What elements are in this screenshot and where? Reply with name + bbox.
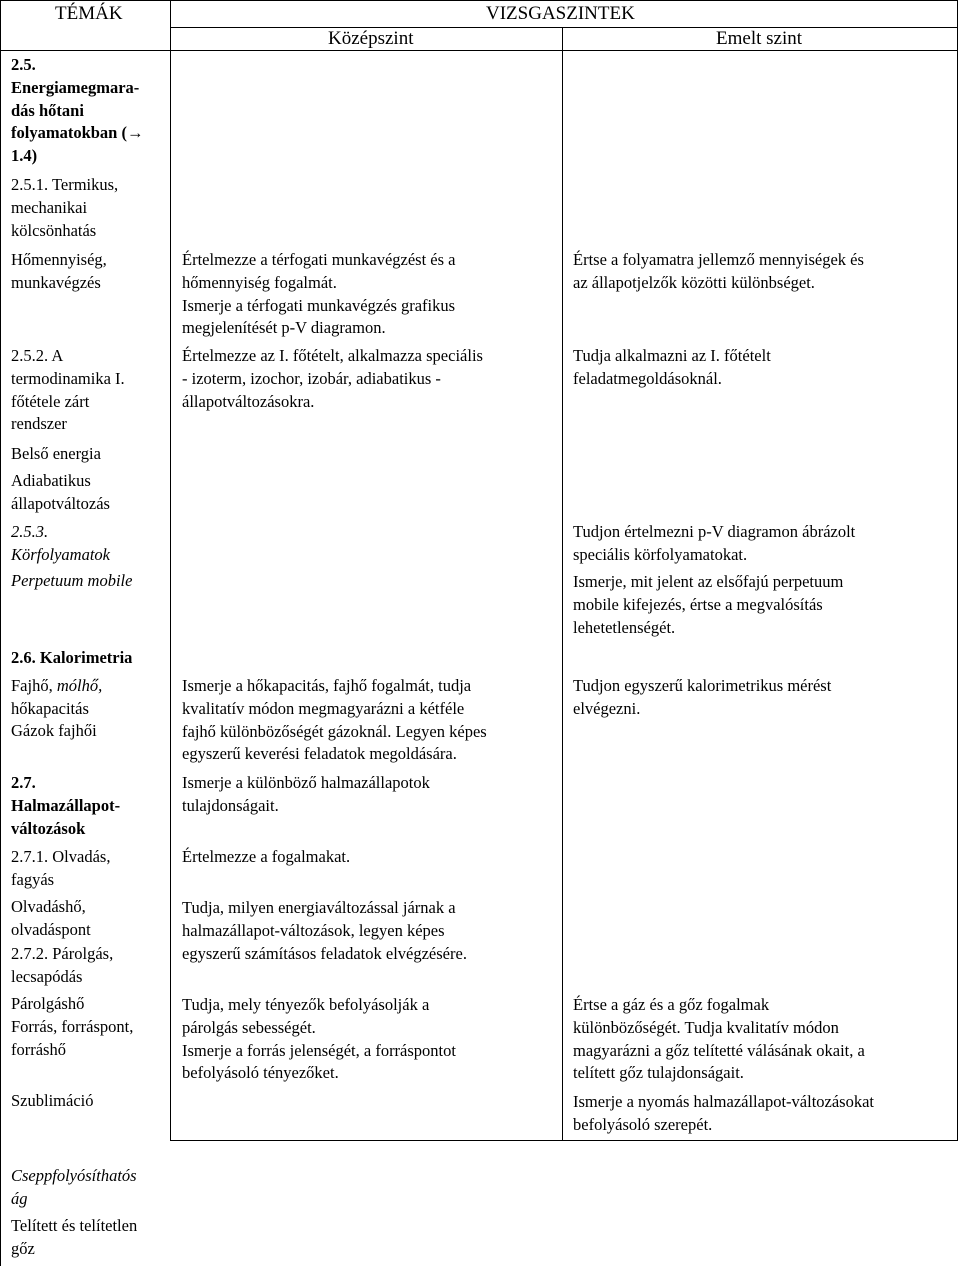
topic-gazok-fajhoi: Gázok fajhői bbox=[11, 721, 97, 740]
column-divider-topics bbox=[170, 0, 171, 1140]
header-mid-level: Középszint bbox=[328, 28, 414, 49]
topic-forras: Forrás, forráspont, forráshő bbox=[11, 1017, 134, 1059]
topic-2-6: 2.6. Kalorimetria bbox=[11, 648, 133, 667]
topic-szublimacio: Szublimáció bbox=[11, 1091, 94, 1110]
table-border-top bbox=[0, 0, 958, 1]
topic-perpetuum: Perpetuum mobile bbox=[11, 571, 133, 590]
mid-munkavegzes: Értelmezze a térfogati munkavégzést és a hőmennyiség fogalmát. Ismerje a térfogati munkavégzés grafikus megjelenítését p-V diagramon. bbox=[182, 250, 456, 338]
table-border-left bbox=[0, 0, 1, 1266]
mid-fotetel: Értelmezze az I. főtételt, alkalmazza speciális - izoterm, izochor, izobár, adiabatikus - állapotváltozásokra. bbox=[182, 346, 483, 411]
topic-fajho: Fajhő, mólhő, hőkapacitás bbox=[11, 676, 103, 718]
topic-olvadasho: Olvadáshő, olvadáspont bbox=[11, 897, 91, 939]
column-divider-levels bbox=[562, 27, 563, 1140]
adv-nyomas: Ismerje a nyomás halmazállapot-változásokat befolyásoló szerepét. bbox=[573, 1092, 875, 1134]
topic-2-7-2: 2.7.2. Párolgás, lecsapódás bbox=[11, 944, 114, 986]
adv-mennyisegek: Értse a folyamatra jellemző mennyiségek és az állapotjelzők közötti különbséget. bbox=[573, 250, 864, 292]
adv-perpetuum: Ismerje, mit jelent az elsőfajú perpetuum mobile kifejezés, értse a megvalósítás lehetetlenségét. bbox=[573, 572, 844, 637]
topic-2-5: 2.5. Energiamegmara- dás hőtani folyamatokban (→ 1.4) bbox=[11, 55, 144, 166]
topic-belso-energia: Belső energia bbox=[11, 444, 101, 463]
topic-2-7: 2.7. Halmazállapot- változások bbox=[11, 773, 121, 838]
adv-korfolyamatok: Tudjon értelmezni p-V diagramon ábrázolt speciális körfolyamatokat. bbox=[573, 522, 856, 564]
adv-fotetel: Tudja alkalmazni az I. főtételt feladatmegoldásoknál. bbox=[573, 346, 771, 388]
topic-homennyiseg: Hőmennyiség, munkavégzés bbox=[11, 250, 107, 292]
mid-energiavaltozas: Tudja, milyen energiaváltozással járnak a halmazállapot-változások, legyen képes egyszerű számításos feladatok elvégzésére. bbox=[182, 898, 467, 963]
topic-adiabatikus: Adiabatikus állapotváltozás bbox=[11, 471, 110, 513]
table-border-right bbox=[957, 0, 958, 1140]
topic-2-5-2: 2.5.2. A termodinamika I. főtétele zárt rendszer bbox=[11, 346, 125, 434]
mid-hokapacitas: Ismerje a hőkapacitás, fajhő fogalmát, tudja kvalitatív módon megmagyarázni a kétféle fajhő különbözőségét gázoknál. Legyen képes egyszerű keverési feladatok megoldására. bbox=[182, 676, 487, 764]
header-topics: TÉMÁK bbox=[55, 3, 123, 24]
topic-telitett-gox: Telített és telítetlen gőz bbox=[11, 1216, 138, 1258]
adv-gaz-goz: Értse a gáz és a gőz fogalmak különbözőségét. Tudja kvalitatív módon magyarázni a gőz telítetté válásának okait, a telített gőz tulajdonságait. bbox=[573, 995, 865, 1083]
topic-parolgasho: Párolgáshő bbox=[11, 994, 85, 1013]
header-divider-levels bbox=[170, 27, 958, 28]
topic-2-5-3: 2.5.3. Körfolyamatok bbox=[11, 522, 110, 564]
header-divider-bottom bbox=[0, 50, 958, 51]
header-exam-levels: VIZSGASZINTEK bbox=[486, 3, 635, 24]
header-adv-level: Emelt szint bbox=[716, 28, 803, 49]
mid-fogalmak: Értelmezze a fogalmakat. bbox=[182, 847, 351, 866]
topic-2-7-1: 2.7.1. Olvadás, fagyás bbox=[11, 847, 111, 889]
table-border-bottom bbox=[170, 1140, 958, 1141]
topic-cseppfolyosithatosag: Cseppfolyósíthatós ág bbox=[11, 1166, 137, 1208]
mid-halmazallapotok: Ismerje a különböző halmazállapotok tulajdonságait. bbox=[182, 773, 430, 815]
mid-parolgas: Tudja, mely tényezők befolyásolják a párolgás sebességét. Ismerje a forrás jelenségét, a forráspontot befolyásoló tényezőket. bbox=[182, 995, 456, 1083]
topic-2-5-1: 2.5.1. Termikus, mechanikai kölcsönhatás bbox=[11, 175, 119, 240]
adv-kalorimetria: Tudjon egyszerű kalorimetrikus mérést elvégezni. bbox=[573, 676, 832, 718]
